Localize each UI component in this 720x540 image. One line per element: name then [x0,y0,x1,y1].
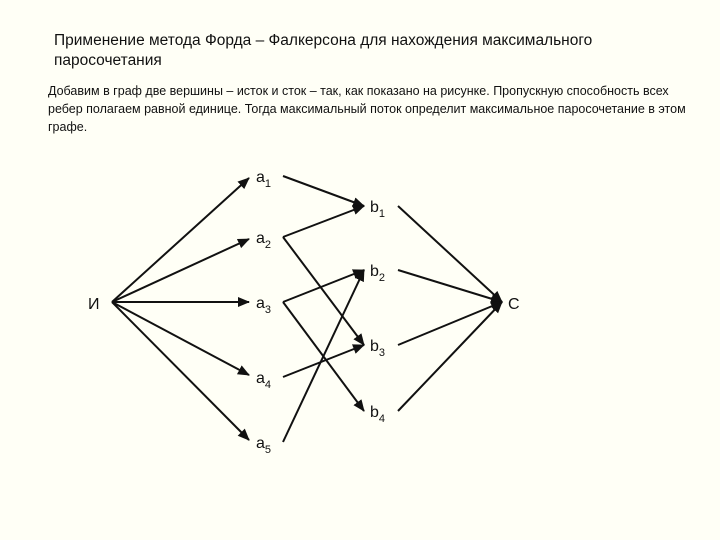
node-b4 [370,404,385,425]
node-source-letter: И [88,296,100,313]
node-a5 [256,435,271,456]
node-a5-letter: a [256,435,265,452]
node-a1-subscript: 1 [264,178,272,190]
nodes-layer [88,169,520,456]
edge-a2-b3 [283,237,364,345]
node-b3-subscript: 3 [378,347,386,359]
edge-source-a1 [112,178,249,302]
edge-source-a2 [112,239,249,302]
node-a2 [256,230,271,251]
edges-layer [112,176,502,442]
node-b3 [370,338,385,359]
edge-b2-sink [398,270,502,302]
node-b1 [370,199,385,220]
edge-source-a4 [112,302,249,375]
edge-source-a5 [112,302,249,440]
node-a4 [256,370,271,391]
node-a4-subscript: 4 [264,379,272,391]
slide-title: Применение метода Форда – Фалкерсона для нахождения максимального паросочетания [54,32,593,69]
node-a3-subscript: 3 [264,304,272,316]
node-b1-subscript: 1 [378,208,386,220]
node-a3 [256,295,271,316]
edge-a1-b1 [283,176,364,206]
node-source [88,296,100,313]
node-a5-subscript: 5 [264,444,272,456]
node-a3-letter: a [256,295,265,312]
slide-description: Добавим в граф две вершины – исток и сток – так, как показано на рисунке. Пропускную способность всех ребер полагаем равной единице. Тогда максимальный поток определит максимальное паросочетание в этом графе. [48,84,686,134]
edge-b4-sink [398,302,502,411]
node-b4-subscript: 4 [378,413,386,425]
node-a4-letter: a [256,370,265,387]
edge-b1-sink [398,206,502,302]
node-b4-letter: b [370,404,379,421]
node-sink [508,296,520,313]
node-a1 [256,169,271,190]
edge-b3-sink [398,302,502,345]
edge-a4-b3 [283,345,364,377]
node-sink-letter: С [508,296,520,313]
node-a2-subscript: 2 [264,239,272,251]
node-a1-letter: a [256,169,265,186]
node-b2-letter: b [370,263,379,280]
node-b2 [370,263,385,284]
edge-a2-b1 [283,206,364,237]
node-b3-letter: b [370,338,379,355]
node-b1-letter: b [370,199,379,216]
edge-a5-b2 [283,270,364,442]
node-b2-subscript: 2 [378,272,386,284]
node-a2-letter: a [256,230,265,247]
